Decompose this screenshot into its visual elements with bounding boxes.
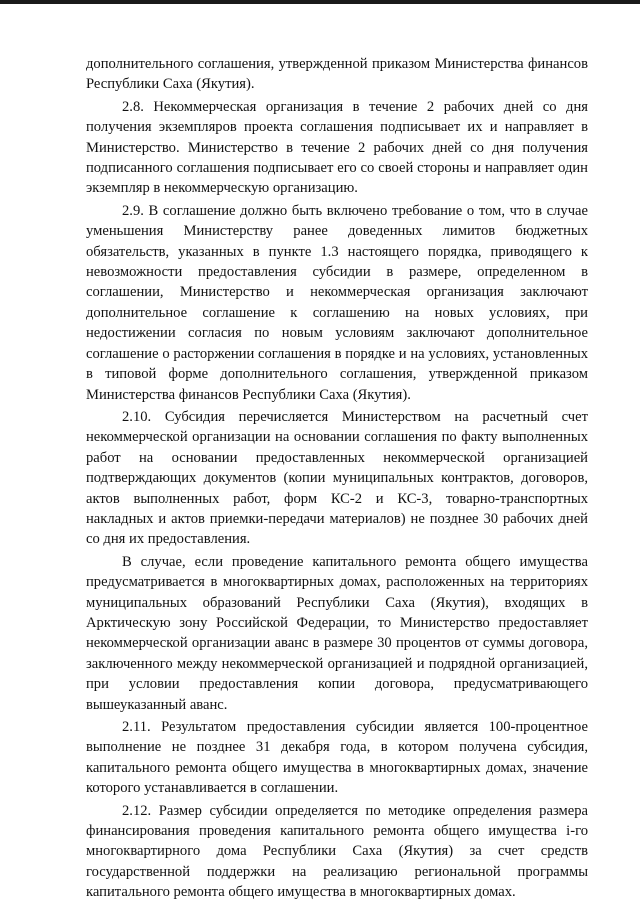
paragraph-2-9: 2.9. В соглашение должно быть включено требование о том, что в случае уменьшения Министерству ранее доведенных лимитов бюджетных обязательств, указанных в пункте 1.3 настоящего порядка, приводящего к невозможности предоставления субсидии в размере, определенном в соглашении, Министерство и некоммерческая организация заключают дополнительное соглашение к соглашению на новых условиях, при недостижении согласия по новым условиям заключают дополнительное соглашение о расторжении соглашения в порядке и на условиях, установленных в типовой форме дополнительного соглашения, утвержденной приказом Министерства финансов Республики Саха (Якутия).: [86, 202, 588, 403]
paragraph-2-10: 2.10. Субсидия перечисляется Министерством на расчетный счет некоммерческой организации на основании соглашения по факту выполненных работ на основании предоставленных некоммерческой организацией подтверждающих документов (копии муниципальных контрактов, договоров, актов выполненных работ, форм КС-2 и КС-3, товарно-транспортных накладных и актов приемки-передачи материалов) не позднее 30 рабочих дней со дня их предоставления.: [86, 408, 588, 548]
document-body: [86, 54, 588, 905]
paragraph-2-11: 2.11. Результатом предоставления субсидии является 100-процентное выполнение не позднее 31 декабря года, в котором получена субсидия, капитального ремонта общего имущества в многоквартирных домах, значение которого устанавливается в соглашении.: [86, 719, 588, 797]
paragraph-2-12: 2.12. Размер субсидии определяется по методике определения размера финансирования проведения капитального ремонта общего имущества i-го многоквартирного дома Республики Саха (Якутия) за счет средств государственной поддержки на реализацию региональной программы капитального ремонта общего имущества в многоквартирных домах.: [86, 802, 588, 901]
paragraph-2-10-advance: В случае, если проведение капитального ремонта общего имущества предусматривается в многоквартирных домах, расположенных на территориях муниципальных образований Республики Саха (Якутия), входящих в Арктическую зону Российской Федерации, то Министерство предоставляет некоммерческой организации аванс в размере 30 процентов от суммы договора, заключенного между некоммерческой организацией и подрядной организацией, при условии предоставления копии договора, предусматривающего вышеуказанный аванс.: [86, 553, 588, 713]
paragraph-2-8: 2.8. Некоммерческая организация в течение 2 рабочих дней со дня получения экземпляров проекта соглашения подписывает их и направляет в Министерство. Министерство в течение 2 рабочих дней со дня получения подписанного соглашения подписывает его со своей стороны и направляет один экземпляр в некоммерческую организацию.: [86, 98, 588, 197]
paragraph-continuation: дополнительного соглашения, утвержденной приказом Министерства финансов Республики Саха (Якутия).: [86, 56, 588, 93]
page-top-border: [0, 0, 640, 4]
